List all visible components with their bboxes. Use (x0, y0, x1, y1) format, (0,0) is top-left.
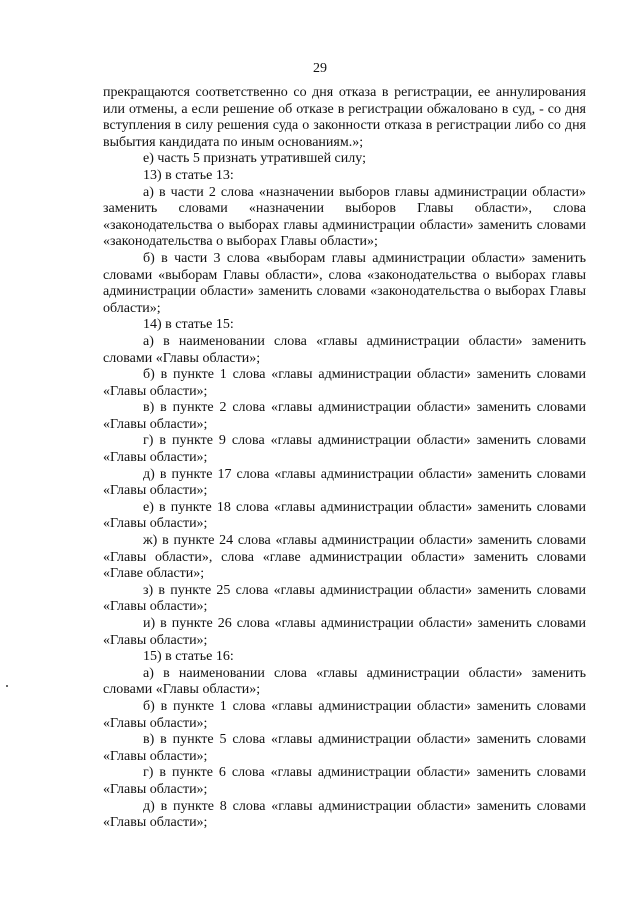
paragraph: в) в пункте 2 слова «главы администрации области» заменить словами «Главы области»; (103, 400, 586, 432)
document-body (103, 85, 586, 832)
paragraph: и) в пункте 26 слова «главы администрации области» заменить словами «Главы области»; (103, 616, 586, 648)
paragraph: е) в пункте 18 слова «главы администрации области» заменить словами «Главы области»; (103, 499, 586, 532)
paragraph: е) часть 5 признать утратившей силу; (143, 151, 366, 167)
paragraph: прекращаются соответственно со дня отказа в регистрации, ее аннулирования или отмены, а если решение об отказе в регистрации обжаловано в суд, - со дня вступления в силу решения суда о законности отказа в регистрации либо со дня выбытия кандидата по иным основаниям.»; (103, 85, 586, 150)
paragraph: ж) в пункте 24 слова «главы администрации области» заменить словами «Главы области», слова «главе администрации области» заменить словами «Главе области»; (103, 533, 586, 582)
paragraph: г) в пункте 6 слова «главы администрации области» заменить словами «Главы области»; (103, 765, 586, 797)
scan-speck (6, 685, 8, 687)
paragraph: в) в пункте 5 слова «главы администрации области» заменить словами «Главы области»; (103, 732, 586, 764)
paragraph: д) в пункте 8 слова «главы администрации области» заменить словами «Главы области»; (103, 798, 586, 831)
paragraph: а) в наименовании слова «главы администрации области» заменить словами «Главы области»; (103, 665, 586, 698)
paragraph: д) в пункте 17 слова «главы администрации области» заменить словами «Главы области»; (103, 466, 586, 499)
paragraph: б) в части 3 слова «выборам главы администрации области» заменить словами «выборам Главы области», слова «законодательства о выборах главы администрации области» заменить словами «законодательства о выборах Главы области»; (103, 250, 586, 316)
paragraph: 14) в статье 15: (143, 317, 234, 333)
paragraph: б) в пункте 1 слова «главы администрации области» заменить словами «Главы области»; (103, 367, 586, 399)
paragraph: б) в пункте 1 слова «главы администрации области» заменить словами «Главы области»; (103, 698, 586, 731)
paragraph: а) в части 2 слова «назначении выборов главы администрации области» заменить словами «назначении выборов Главы области», слова «законодательства о выборах главы администрации области» заменить словами «законодательства о выборах Главы области»; (103, 184, 586, 250)
paragraph: 15) в статье 16: (143, 649, 234, 665)
paragraph: г) в пункте 9 слова «главы администрации области» заменить словами «Главы области»; (103, 433, 586, 466)
paragraph: а) в наименовании слова «главы администрации области» заменить словами «Главы области»; (103, 333, 586, 366)
paragraph: з) в пункте 25 слова «главы администрации области» заменить словами «Главы области»; (103, 582, 586, 615)
page-number: 29 (313, 61, 327, 76)
paragraph: 13) в статье 13: (143, 167, 234, 183)
